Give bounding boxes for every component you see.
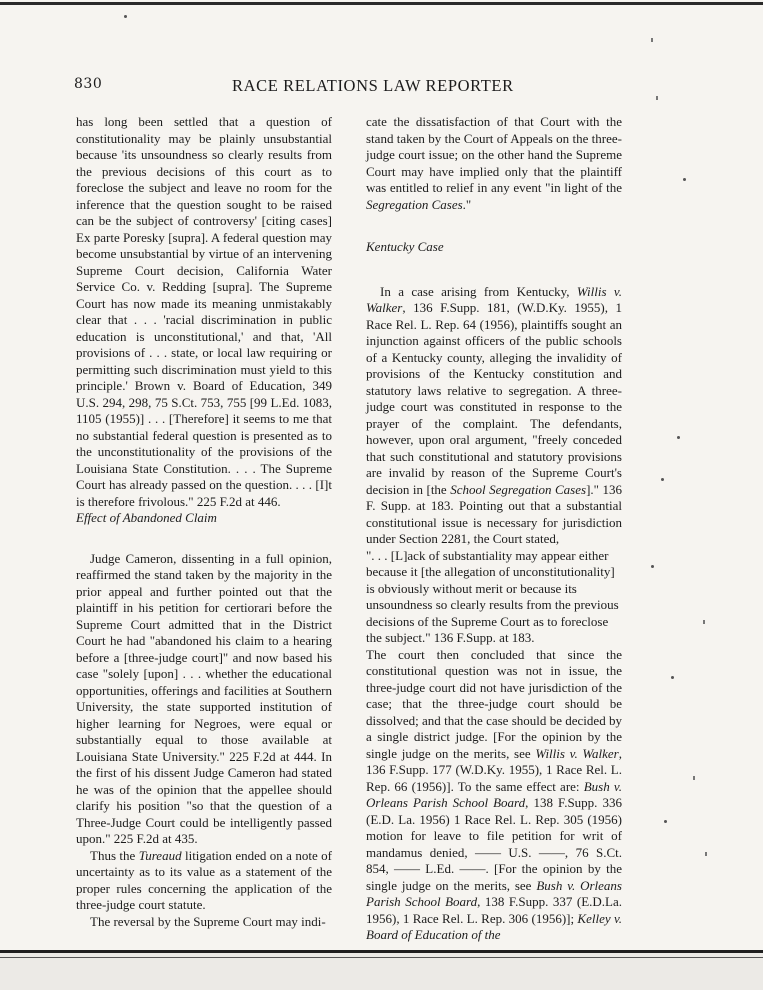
right-paragraph-3-c: , 138 F.Supp. 336 (E.D. La. 1956) 1 Race Rel. L. Rep. 305 (1956) motion for leave to file petition for writ of mandamus denied, —— U.S. ——, 76 S.Ct. 854, —— L.Ed. ——. [For the opinion by the single judge on the merits, see — [366, 795, 622, 893]
case-name-willis-walker-2: Willis v. Walker — [535, 745, 619, 761]
right-paragraph-1-tail: ." — [462, 196, 472, 212]
right-paragraph-1-lead: cate the dissatisfaction of that Court with the stand taken by the Court of Appeals on the three-judge court issue; on the other hand the Supreme Court may have implied only that the plaintiff was entitled to relief in any event "in light of the — [366, 114, 622, 195]
left-paragraph-2: Judge Cameron, dissenting in a full opinion, reaffirmed the stand taken by the majority in the prior appeal and further pointed out that the plaintiff in his petition for certiorari before the Supreme Court admitted that in the District Court he had "abandoned his claim to a hearing before a [three-judge court]" and now based his case "solely [upon] . . . whether the educational opportunities, offerings and facilities at Southern University, the state supported institution of higher learning for Negroes, were equal or substantially equal to those available at Louisiana State University." 225 F.2d at 444. In the first of his dissent Judge Cameron had stated he was of the opinion that the appellee should clarify his position "so that the question of a Three-Judge Court could be intelligently passed upon." 225 F.2d at 435. — [76, 550, 332, 846]
page-number: 830 — [74, 76, 103, 92]
section-heading-kentucky-case: Kentucky Case — [366, 239, 444, 254]
top-border-rule — [0, 2, 763, 5]
case-name-school-segregation: School Segregation Cases — [450, 481, 587, 497]
case-name-bush-orleans-1: Bush v. Orleans Parish School Board — [366, 778, 622, 810]
left-paragraph-3 — [76, 848, 332, 914]
bottom-border-rule — [0, 950, 763, 953]
scan-speck — [664, 820, 667, 823]
case-name-tureaud: Tureaud — [138, 847, 182, 863]
running-head: RACE RELATIONS LAW REPORTER — [232, 76, 514, 95]
scan-speck — [661, 478, 664, 481]
right-paragraph-3-d: , 138 F.Supp. 337 (E.D.La. 1956), 1 Race Rel. L. Rep. 306 (1956)]; — [366, 894, 622, 926]
block-quote: ". . . [L]ack of substantiality may appear either because it [the allegation of unconstitutionality] is obviously without merit or because its unsoundness so clearly results from the previous decisions of the Supreme Court as to foreclose the subject." 136 F.Supp. at 183. — [366, 547, 619, 645]
scan-speck — [677, 436, 680, 439]
scan-speck — [124, 15, 127, 18]
case-name-segregation-cases: Segregation Cases — [366, 196, 463, 212]
scan-speck — [671, 676, 674, 679]
left-paragraph-4: The reversal by the Supreme Court may indi- — [90, 913, 326, 929]
right-paragraph-2-c: ]." 136 F. Supp. at 183. Pointing out that a substantial constitutional issue is necessary for jurisdiction under Section 2281, the Court stated, — [366, 481, 622, 546]
right-paragraph-3-b: , 136 F.Supp. 177 (W.D.Ky. 1955), 1 Race Rel. L. Rep. 66 (1956)]. To the same effect are: — [366, 745, 622, 794]
left-paragraph-3-lead: Thus the — [90, 847, 139, 863]
left-paragraph-1: has long been settled that a question of constitutionality may be plainly unsubstantial because 'its unsoundness so clearly results from the previous decisions of this court as to foreclose the subject and leave no room for the inference that the question sought to be raised can be the subject of controversy' [citing cases] Ex parte Poresky [supra]. A federal question may become unsubstantial by virtue of an intervening Supreme Court decision, California Water Service Co. v. Redding [supra]. The Supreme Court has now made its meaning unmistakably clear that . . . 'racial discrimination in public education is unconstitutional,' and that, 'All provisions of . . . state, or local law requiring or permitting such discrimination must yield to this principle.' Brown v. Board of Education, 349 U.S. 294, 298, 75 S.Ct. 753, 755 [99 L.Ed. 1083, 1105 (1955)] . . . [Therefore] it seems to me that no substantial federal question is presented as to the unconstitutionality of the provisions of the Louisiana State Constitution. . . . The Supreme Court has already passed on the question. . . . [I]t is therefore frivolous." 225 F.2d at 446. — [76, 114, 332, 509]
scan-speck — [651, 38, 653, 42]
left-column — [76, 114, 332, 930]
right-paragraph-3-a: The court then concluded that since the constitutional question was not in issue, the three-judge court did not have jurisdiction of the case; that the three-judge court should be dissolved; and that the case should be decided by a single district judge. [For the opinion by the single judge on the merits, see — [366, 646, 622, 761]
case-name-kelley: Kelley v. Board of Education of the — [366, 910, 623, 942]
right-paragraph-2-b: , 136 F.Supp. 181, (W.D.Ky. 1955), 1 Race Rel. L. Rep. 64 (1956), plaintiffs sought an injunction against officers of the public schools of a Kentucky county, alleging the invalidity of provisions of the Kentucky constitution and statutory laws relative to segregation. A three-judge court was constituted in response to the prayer of the complaint. The defendants, however, upon oral argument, "freely conceded that such constitutional and statutory provisions are invalid by reason of the Supreme Court's decision in [the — [366, 300, 622, 497]
scan-speck — [703, 620, 705, 624]
scan-speck — [693, 776, 695, 780]
right-paragraph-1 — [366, 114, 622, 213]
scan-speck — [651, 565, 654, 568]
right-column — [366, 114, 622, 944]
section-heading-abandoned-claim: Effect of Abandoned Claim — [76, 510, 217, 525]
case-name-willis-walker: Willis v. Walker — [366, 283, 622, 315]
right-paragraph-2-a: In a case arising from Kentucky, — [380, 283, 577, 299]
scan-speck — [656, 96, 658, 100]
right-paragraph-2 — [366, 284, 622, 548]
bottom-border-rule-thin — [0, 957, 763, 958]
scan-speck — [683, 178, 686, 181]
scan-speck — [705, 852, 707, 856]
left-paragraph-3-tail: litigation ended on a note of uncertainty as to its value as a statement of the proper rules concerning the application of the three-judge court statute. — [76, 847, 332, 912]
right-paragraph-3 — [366, 647, 622, 944]
case-name-bush-orleans-2: Bush v. Orleans Parish School Board — [366, 877, 622, 909]
